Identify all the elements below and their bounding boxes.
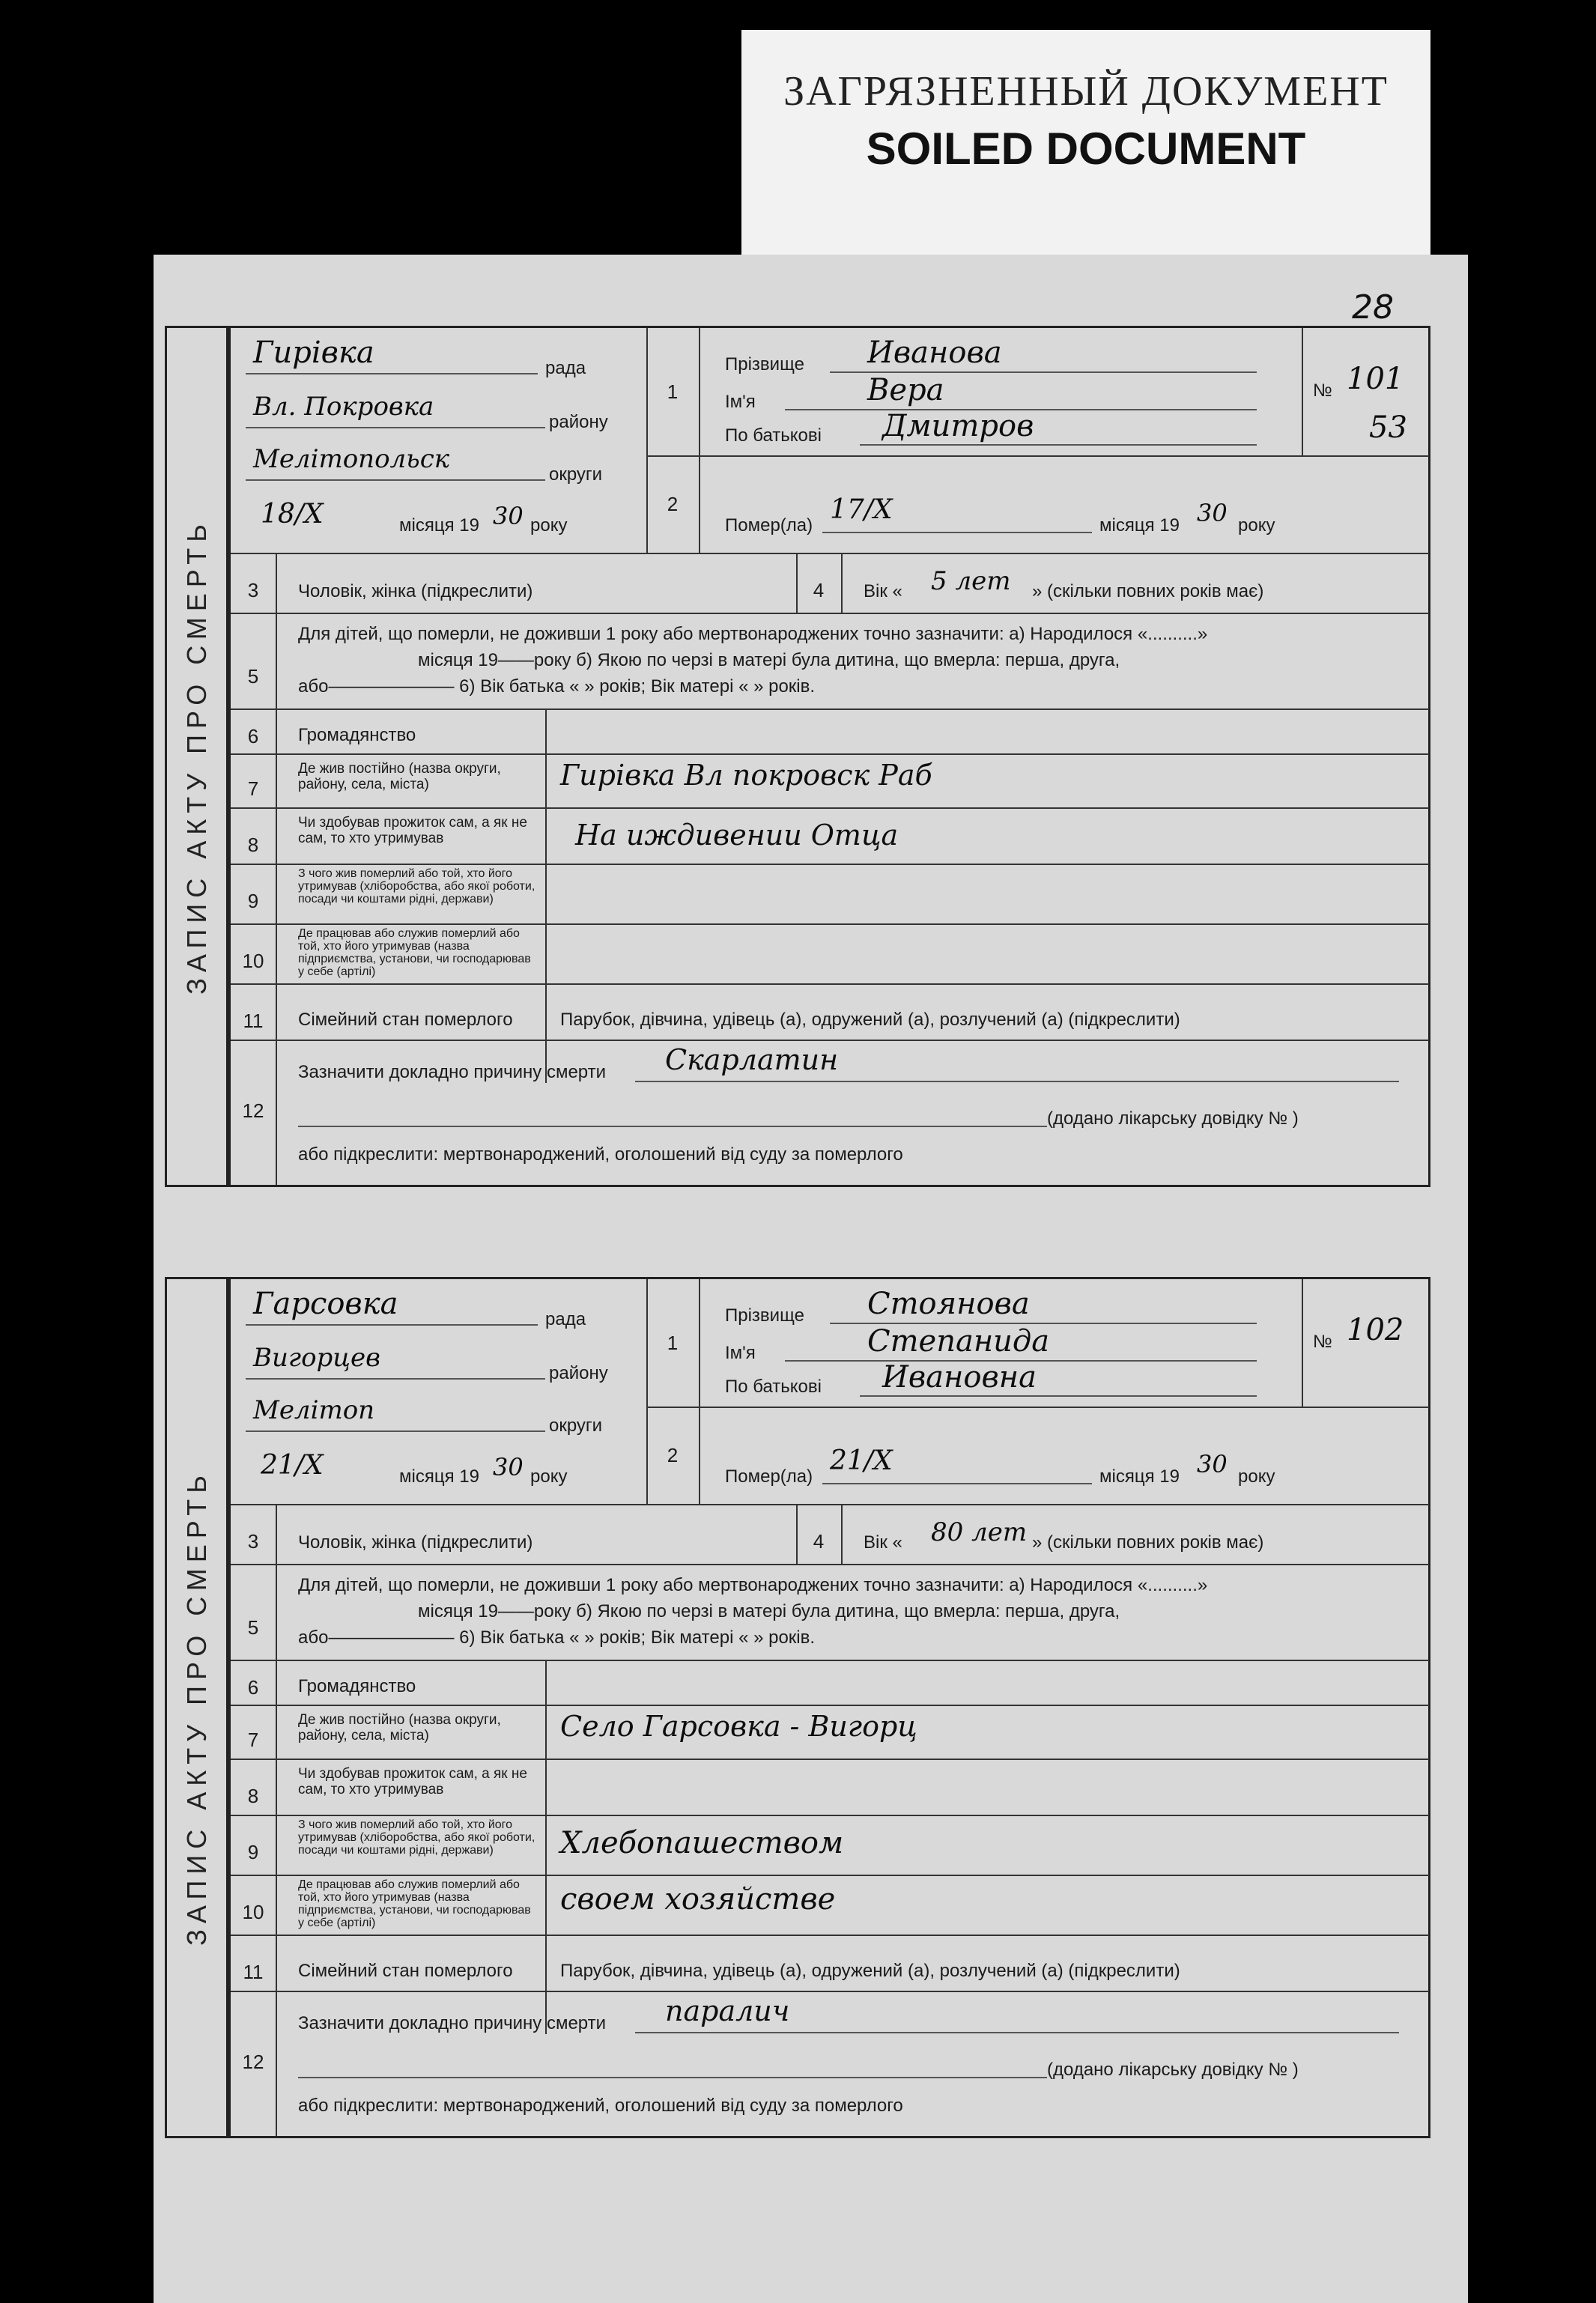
raion-value: Вигорцев	[253, 1343, 380, 1373]
registration-date-value: 18/X	[261, 499, 324, 530]
row-number-7: 7	[247, 777, 259, 800]
work-value: своем хозяйстве	[560, 1882, 836, 1917]
name-value: Степанида	[867, 1324, 1050, 1359]
died-month-label: місяця 19	[1099, 1466, 1180, 1487]
patronymic-value: Ивановна	[882, 1360, 1037, 1395]
row-number-6: 6	[247, 725, 259, 747]
tag-english-text: SOILED DOCUMENT	[866, 124, 1306, 174]
sex-label: Чоловік, жінка (підкреслити)	[298, 1532, 533, 1553]
surname-value: Иванова	[867, 336, 1002, 370]
livelihood-value: На иждивении Отца	[575, 819, 899, 852]
registration-year-value: 30	[493, 502, 524, 530]
record-grid	[228, 1277, 1430, 2138]
age-value: 5 лет	[931, 566, 1011, 596]
citizenship-label: Громадянство	[298, 725, 416, 745]
source-label: З чого жив померлий або той, хто його утримував (хліборобства, або якої роботи, посади чи коштами рідні, держави)	[298, 1818, 535, 1857]
cause-value: Скарлатин	[665, 1043, 839, 1076]
children-line-3: або——————— 6) Вік батька « » років; Вік матері « » років.	[298, 1627, 816, 1648]
row-number-3: 3	[247, 1530, 259, 1553]
record-number: 101	[1347, 362, 1404, 396]
row-number-2: 2	[667, 1444, 679, 1466]
raion-label: району	[549, 1363, 608, 1383]
family-options: Парубок, дівчина, удівець (а), одружений (а), розлучений (а) (підкреслити)	[560, 1961, 1180, 1981]
page-number: 28	[1352, 288, 1394, 327]
residence-label: Де жив постійно (назва округи, району, села, міста)	[298, 1712, 501, 1744]
row-number-9: 9	[247, 890, 259, 912]
livelihood-label: Чи здобував прожиток сам, а як не сам, то хто утримував	[298, 815, 527, 846]
cause-label: Зазначити докладно причину смерти	[298, 2013, 607, 2033]
tag-russian-text: ЗАГРЯЗНЕННЫЙ ДОКУМЕНТ	[783, 68, 1389, 115]
age-value: 80 лет	[931, 1517, 1028, 1547]
rada-label: рада	[545, 1309, 586, 1329]
age-label-post: » (скільки повних років має)	[1032, 1532, 1264, 1553]
certificate-label: (додано лікарську довідку № )	[1047, 2060, 1299, 2080]
number-label: №	[1313, 1332, 1332, 1352]
source-label: З чого жив померлий або той, хто його утримував (хліборобства, або якої роботи, посади чи коштами рідні, держави)	[298, 867, 535, 905]
year-label: року	[530, 515, 568, 535]
family-options: Парубок, дівчина, удівець (а), одружений (а), розлучений (а) (підкреслити)	[560, 1010, 1180, 1030]
source-value: Хлебопашеством	[560, 1826, 844, 1860]
raion-label: району	[549, 412, 608, 432]
year-label: року	[530, 1466, 568, 1487]
died-year-value: 30	[1197, 1450, 1228, 1478]
row-number-5: 5	[247, 1616, 259, 1639]
age-label-post: » (скільки повних років має)	[1032, 581, 1264, 601]
row-number-7: 7	[247, 1729, 259, 1751]
died-year-value: 30	[1197, 499, 1228, 527]
died-year-label: року	[1238, 515, 1275, 535]
month-label: місяця 19	[399, 1466, 479, 1487]
registration-year-value: 30	[493, 1453, 524, 1481]
died-date-value: 21/X	[830, 1445, 893, 1476]
okrug-label: округи	[549, 464, 603, 485]
name-value: Вера	[867, 373, 944, 407]
surname-value: Стоянова	[867, 1287, 1030, 1321]
work-label: Де працював або служив померлий або той, хто його утримував (назва підприємства, установи, чи господарював у себе (артілі)	[298, 927, 531, 978]
family-label: Сімейний стан померлого	[298, 1961, 513, 1981]
citizenship-label: Громадянство	[298, 1676, 416, 1696]
livelihood-label: Чи здобував прожиток сам, а як не сам, то хто утримував	[298, 1766, 527, 1797]
children-line-1: Для дітей, що померли, не доживши 1 року або мертвонароджених точно зазначити: а) Народилося «..........»	[298, 624, 1208, 644]
raion-value: Вл. Покровка	[253, 392, 434, 422]
row-number-6: 6	[247, 1676, 259, 1699]
children-line-2: місяця 19——року б) Якою по черзі в матері була дитина, що вмерла: перша, друга,	[418, 650, 1120, 670]
row-number-4: 4	[813, 579, 825, 601]
patronymic-label: По батькові	[725, 1377, 822, 1397]
rada-value: Гарсовка	[253, 1287, 398, 1321]
cause-label: Зазначити докладно причину смерти	[298, 1062, 607, 1082]
side-title-column	[165, 1277, 228, 2138]
rada-value: Гирівка	[253, 336, 374, 370]
residence-value: Гирівка Вл покровск Раб	[560, 759, 932, 792]
surname-label: Прізвище	[725, 354, 804, 374]
row-number-8: 8	[247, 834, 259, 856]
cause-value: паралич	[665, 1994, 790, 2027]
okrug-label: округи	[549, 1416, 603, 1436]
side-title: ЗАПИС АКТУ ПРО СМЕРТЬ	[180, 1469, 212, 1946]
stillborn-label: або підкреслити: мертвонароджений, оголошений від суду за померлого	[298, 1144, 903, 1165]
children-line-2: місяця 19——року б) Якою по черзі в матері була дитина, що вмерла: перша, друга,	[418, 1601, 1120, 1621]
age-label-pre: Вік «	[864, 1532, 902, 1553]
children-line-3: або——————— 6) Вік батька « » років; Вік матері « » років.	[298, 676, 816, 697]
number-label: №	[1313, 380, 1332, 401]
died-year-label: року	[1238, 1466, 1275, 1487]
row-number-1: 1	[667, 380, 679, 403]
died-label: Помер(ла)	[725, 1466, 813, 1487]
row-number-5: 5	[247, 665, 259, 688]
patronymic-value: Дмитров	[882, 409, 1034, 443]
row-number-9: 9	[247, 1841, 259, 1863]
side-title: ЗАПИС АКТУ ПРО СМЕРТЬ	[180, 518, 212, 995]
record-grid	[228, 326, 1430, 1187]
row-number-12: 12	[242, 2051, 264, 2073]
soiled-document-tag	[741, 30, 1430, 262]
died-month-label: місяця 19	[1099, 515, 1180, 535]
surname-label: Прізвище	[725, 1305, 804, 1326]
row-number-2: 2	[667, 493, 679, 515]
record-number: 102	[1347, 1313, 1404, 1347]
row-number-11: 11	[243, 1961, 264, 1983]
row-number-3: 3	[247, 579, 259, 601]
row-number-11: 11	[243, 1010, 264, 1032]
children-line-1: Для дітей, що померли, не доживши 1 року або мертвонароджених точно зазначити: а) Народилося «..........»	[298, 1575, 1208, 1595]
family-label: Сімейний стан померлого	[298, 1010, 513, 1030]
row-number-1: 1	[667, 1332, 679, 1354]
side-title-column	[165, 326, 228, 1187]
name-label: Ім'я	[725, 1343, 756, 1363]
died-date-value: 17/X	[830, 494, 893, 525]
row-number-10: 10	[242, 950, 264, 972]
row-number-4: 4	[813, 1530, 825, 1553]
registration-date-value: 21/X	[261, 1450, 324, 1481]
work-label: Де працював або служив померлий або той, хто його утримував (назва підприємства, установи, чи господарював у себе (артілі)	[298, 1878, 531, 1929]
death-record-2	[165, 1277, 1430, 2138]
residence-value: Село Гарсовка - Вигорц	[560, 1710, 917, 1743]
month-label: місяця 19	[399, 515, 479, 535]
patronymic-label: По батькові	[725, 425, 822, 446]
row-number-12: 12	[242, 1099, 264, 1122]
rada-label: рада	[545, 358, 586, 378]
residence-label: Де жив постійно (назва округи, району, села, міста)	[298, 761, 501, 792]
name-label: Ім'я	[725, 392, 756, 412]
record-number-secondary: 53	[1369, 410, 1407, 445]
sex-label: Чоловік, жінка (підкреслити)	[298, 581, 533, 601]
died-label: Помер(ла)	[725, 515, 813, 535]
death-record-1	[165, 326, 1430, 1187]
row-number-8: 8	[247, 1785, 259, 1807]
okrug-value: Мелітопольск	[253, 444, 450, 474]
certificate-label: (додано лікарську довідку № )	[1047, 1108, 1299, 1129]
row-number-10: 10	[242, 1901, 264, 1923]
age-label-pre: Вік «	[864, 581, 902, 601]
okrug-value: Мелітоп	[253, 1395, 375, 1425]
stillborn-label: або підкреслити: мертвонароджений, оголошений від суду за померлого	[298, 2096, 903, 2116]
